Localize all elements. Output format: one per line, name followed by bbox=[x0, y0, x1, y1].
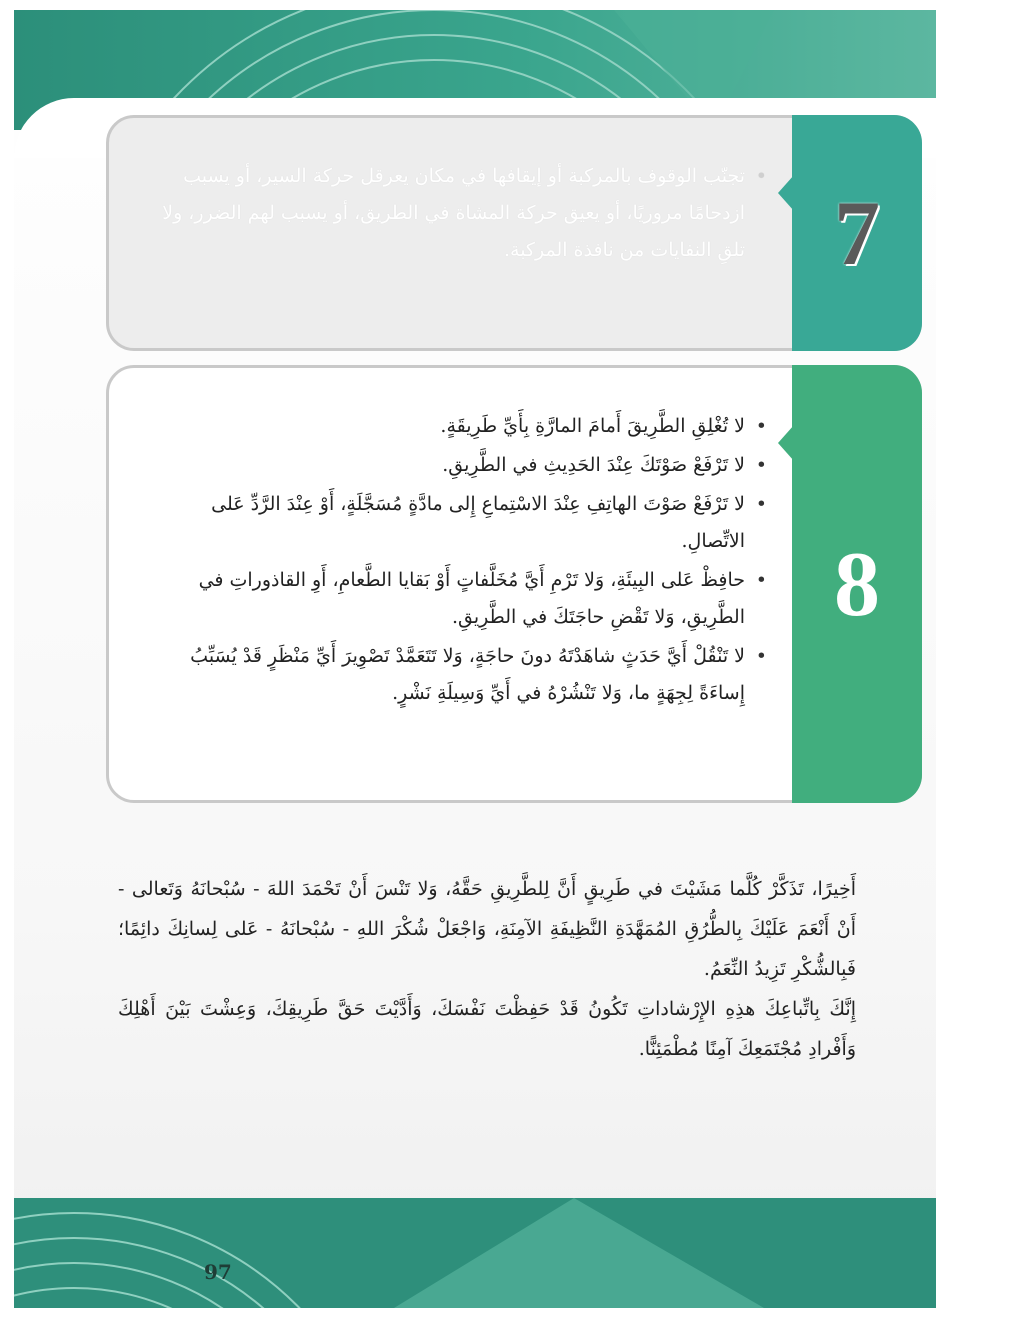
section-8-item: • لا تُغْلِقِ الطَّرِيقَ أَمامَ المارَّةِ بِأَيِّ طَرِيقَةٍ. bbox=[149, 408, 745, 445]
section-8-item: • لا تَنْقُلْ أَيَّ حَدَثٍ شاهَدْتَهُ دونَ حاجَةٍ، وَلا تَتَعَمَّدْ تَصْوِيرَ أَيِّ مَنْظَرٍ قَدْ يُسَبِّبُ إِساءَةً لِجِهَةٍ ما، وَلا تَنْشُرْهُ في أَيِّ وَسِيلَةِ نَشْرٍ. bbox=[149, 638, 745, 712]
closing-paragraph-2: إِنَّكَ بِاتِّباعِكَ هذِهِ الإِرْشاداتِ تَكُونُ قَدْ حَفِظْتَ نَفْسَكَ، وَأَدَّيْتَ حَقَّ طَرِيقِكَ، وَعِشْتَ بَيْنَ أَهْلِكَ وَأَفْرادِ مُجْتَمَعِكَ آمِنًا مُطْمَئِنًّا. bbox=[118, 997, 856, 1060]
section-8-text bbox=[149, 408, 769, 714]
tab-notch bbox=[778, 175, 794, 211]
textbook-page bbox=[14, 10, 936, 1308]
section-8-item: • حافِظْ عَلى البِيئَةِ، وَلا تَرْمِ أَيَّ مُخَلَّفاتٍ أَوْ بَقايا الطَّعامِ، أَوِ القاذوراتِ في الطَّرِيقِ، وَلا تَقْضِ حاجَتَكَ في الطَّرِيقِ. bbox=[149, 562, 745, 636]
closing-text bbox=[118, 870, 856, 1069]
section-8-number: 8 bbox=[834, 533, 880, 635]
section-7-item: • تجنّب الوقوف بالمركبة أو إيقافها في مكان يعرقل حركة السير، أو يسبب ازدحامًا مروريًا، أو يعيق حركة المشاة في الطريق، أو يسبب لهم الضرر، ولا تلقِ النفايات من نافذة المركبة. bbox=[149, 158, 745, 269]
closing-paragraph-1: أَخِيرًا، تَذَكَّرْ كُلَّما مَشَيْتَ في طَرِيقٍ أَنَّ لِلطَّرِيقِ حَقَّهُ، وَلا تَنْسَ أَنْ تَحْمَدَ اللهَ - سُبْحانَهُ وَتَعالى - أَنْ أَنْعَمَ عَلَيْكَ بِالطُّرُقِ المُمَهَّدَةِ النَّظِيفَةِ الآمِنَةِ، وَاجْعَلْ شُكْرَ اللهِ - سُبْحانَهُ - عَلى لِسانِكَ دائِمًا؛ فَبِالشُّكْرِ تَزِيدُ النِّعَمُ. bbox=[118, 878, 856, 980]
section-8-number-tab bbox=[792, 365, 922, 803]
page-number: 97 bbox=[204, 1260, 232, 1284]
section-8-item: • لا تَرْفَعْ صَوْتَ الهاتِفِ عِنْدَ الاسْتِماعِ إِلى مادَّةٍ مُسَجَّلَةٍ، أَوْ عِنْدَ الرَّدِّ عَلى الاتِّصالِ. bbox=[149, 486, 745, 560]
section-8-card bbox=[106, 365, 922, 803]
section-7-number: 7 bbox=[834, 182, 880, 284]
section-7-list bbox=[149, 158, 769, 269]
section-7-card bbox=[106, 115, 922, 351]
tab-notch bbox=[778, 425, 794, 461]
bottom-banner bbox=[14, 1198, 936, 1308]
section-7-number-tab bbox=[792, 115, 922, 351]
section-7-text bbox=[149, 158, 769, 271]
section-8-item: • لا تَرْفَعْ صَوْتَكَ عِنْدَ الحَدِيثِ في الطَّرِيقِ. bbox=[149, 447, 745, 484]
decorative-arcs bbox=[14, 1198, 936, 1308]
section-8-list bbox=[149, 408, 769, 712]
